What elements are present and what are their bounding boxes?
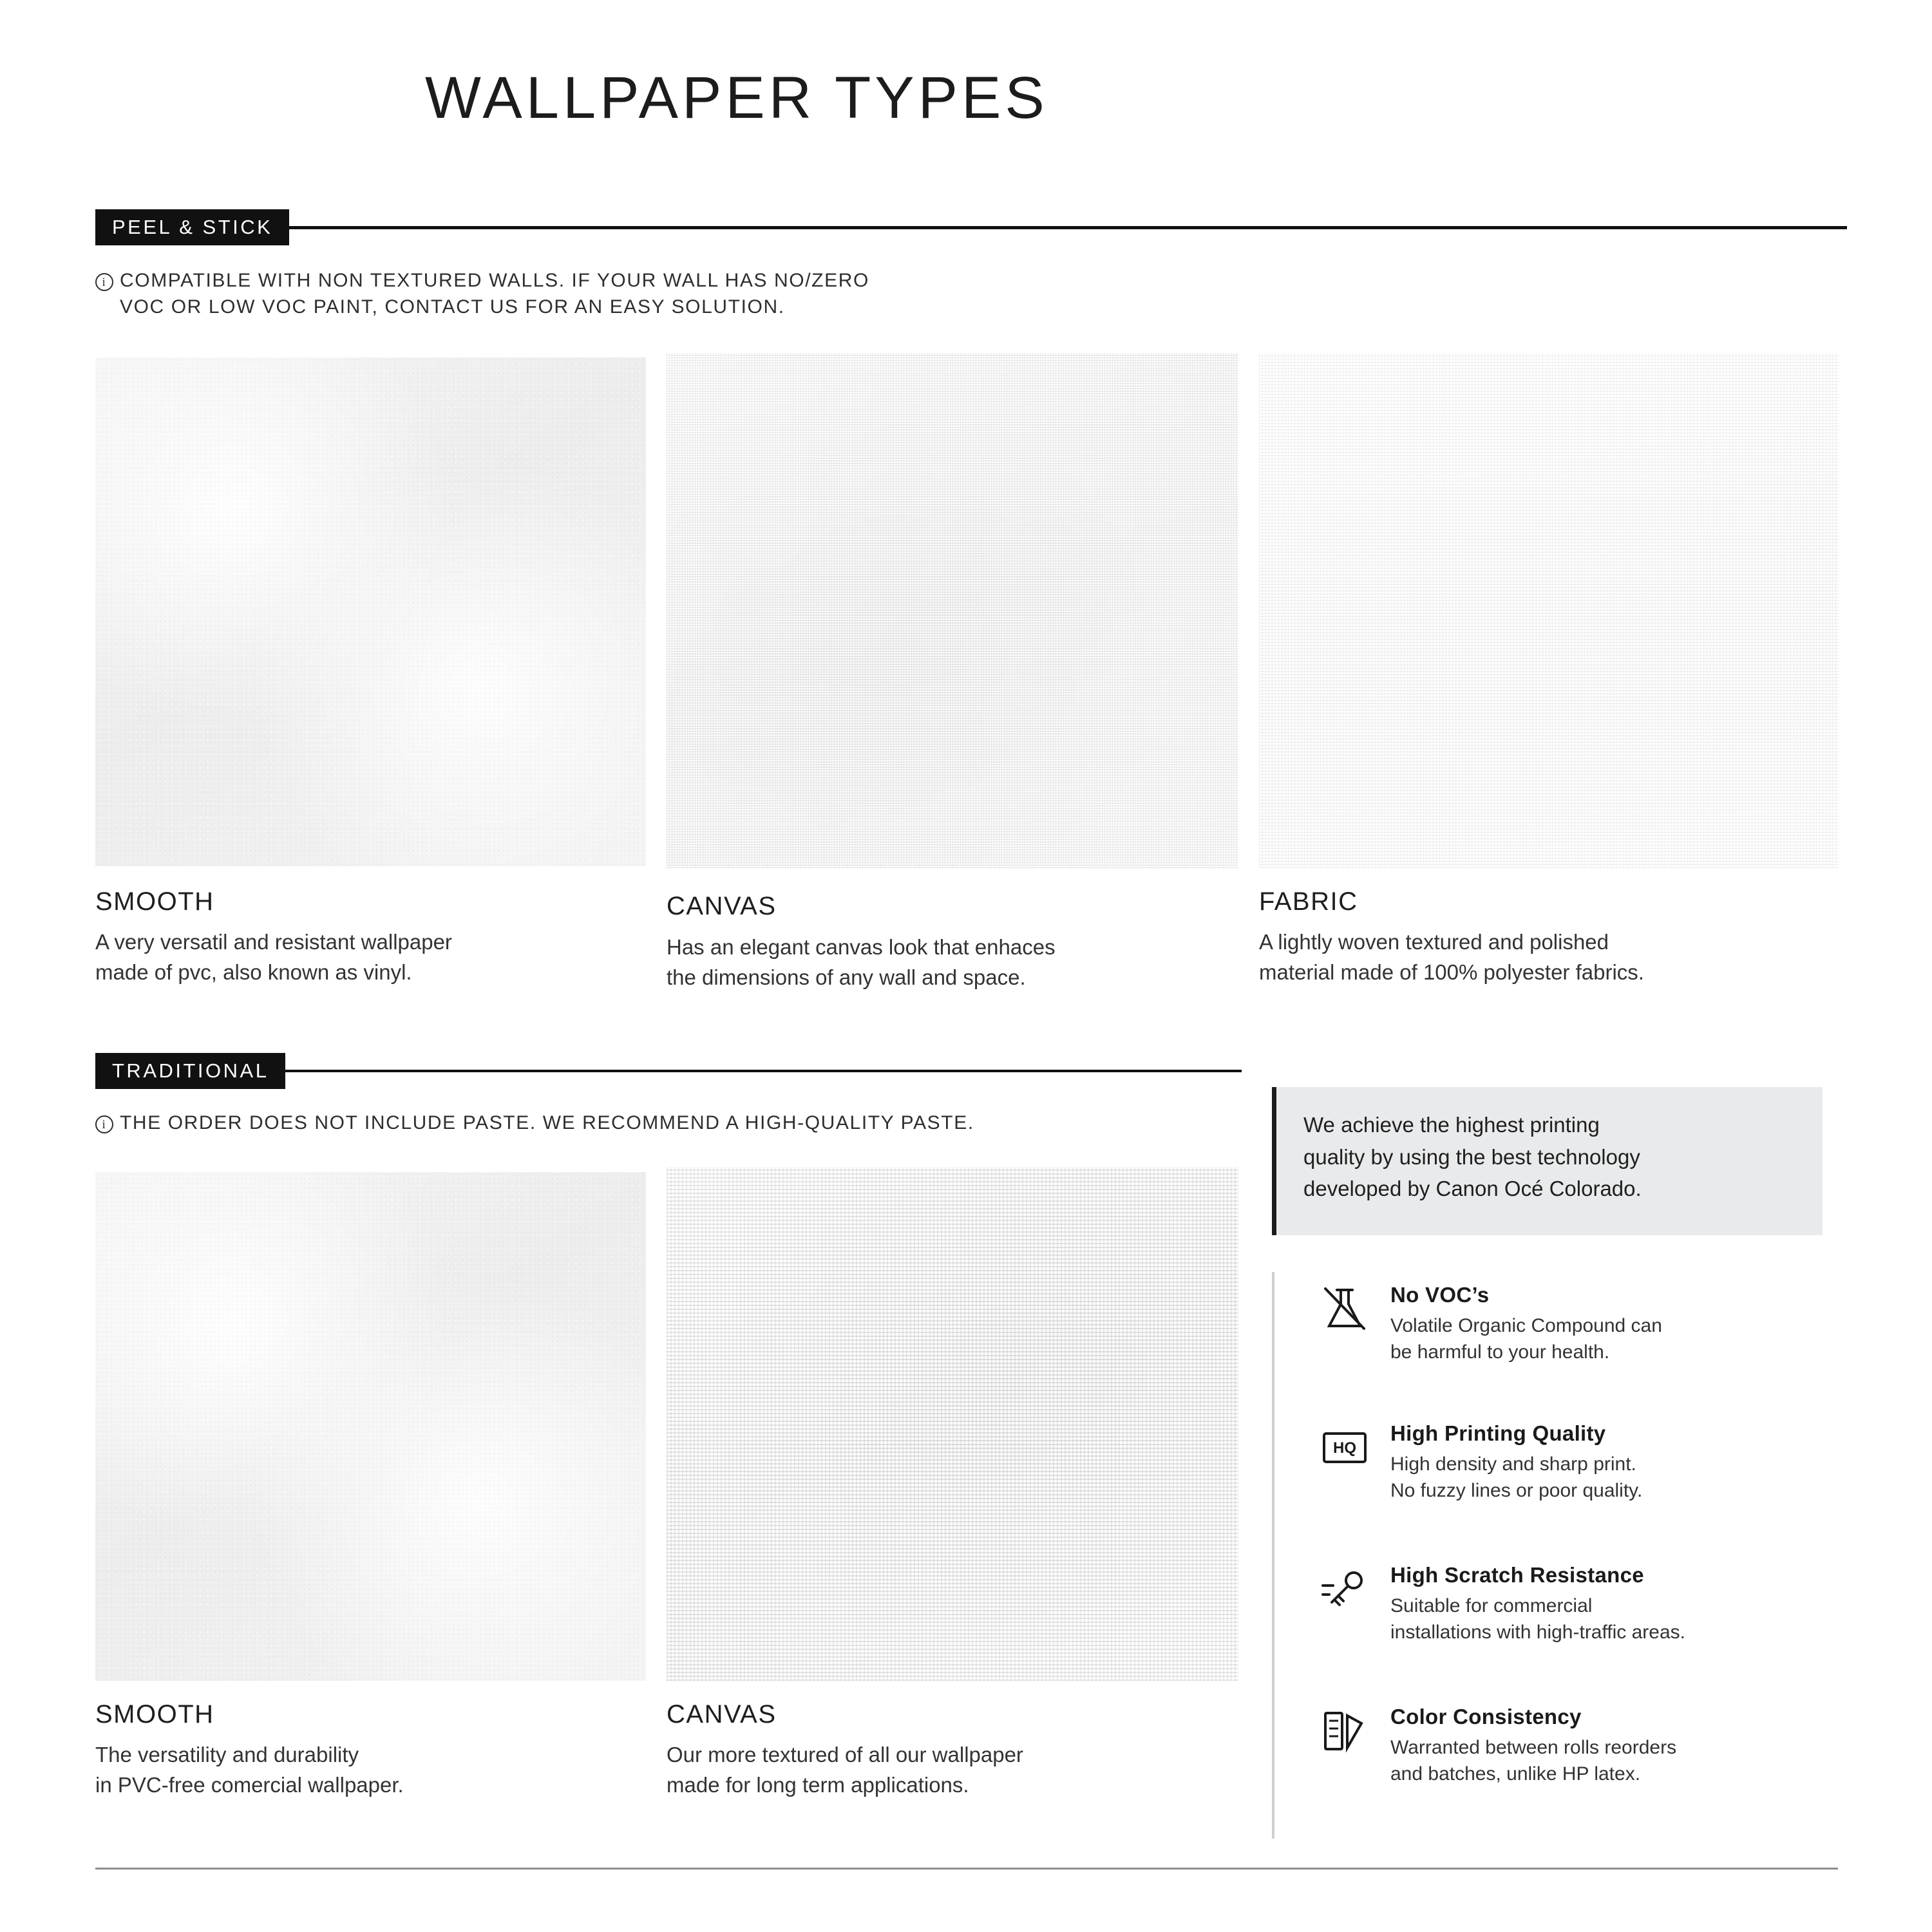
color-consistency-icon — [1317, 1703, 1372, 1759]
feature-title: No VOC’s — [1390, 1283, 1490, 1307]
caption-desc-peel-smooth — [95, 927, 649, 988]
swatch-peel-stick-canvas[interactable] — [667, 353, 1238, 868]
feature-desc — [1390, 1312, 1662, 1365]
feature-desc — [1390, 1593, 1685, 1645]
quote-line2: quality by using the best technology — [1303, 1144, 1640, 1169]
feature-desc-line2: and batches, unlike HP latex. — [1390, 1763, 1641, 1785]
feature-desc-line1: Warranted between rolls reorders — [1390, 1737, 1677, 1758]
feature-desc — [1390, 1451, 1642, 1504]
printing-quality-quote — [1272, 1087, 1823, 1235]
scratch-resistance-icon — [1317, 1562, 1372, 1617]
caption-desc-line1: A lightly woven textured and polished — [1259, 930, 1609, 954]
feature-desc-line1: High density and sharp print. — [1390, 1454, 1636, 1475]
feature-scratch-resistance — [1317, 1562, 1832, 1645]
feature-list-rail — [1272, 1272, 1274, 1839]
swatch-peel-stick-smooth[interactable] — [95, 357, 646, 866]
feature-title: High Scratch Resistance — [1390, 1563, 1644, 1587]
note-peel-stick — [95, 267, 1126, 321]
caption-desc-line2: made for long term applications. — [667, 1772, 969, 1797]
feature-color-consistency — [1317, 1703, 1832, 1787]
feature-high-printing-quality — [1317, 1420, 1832, 1504]
caption-desc-peel-fabric — [1259, 927, 1839, 988]
section-header-peel-stick — [95, 209, 1847, 245]
note-peel-stick-line1: COMPATIBLE WITH NON TEXTURED WALLS. IF YOUR WALL HAS NO/ZERO — [120, 270, 869, 291]
hq-print-icon — [1317, 1420, 1372, 1475]
caption-desc-trad-canvas — [667, 1740, 1246, 1801]
caption-title-peel-canvas: CANVAS — [667, 892, 777, 920]
feature-desc-line2: No fuzzy lines or poor quality. — [1390, 1480, 1643, 1502]
feature-desc-line2: installations with high-traffic areas. — [1390, 1622, 1685, 1643]
quote-line3: developed by Canon Océ Colorado. — [1303, 1177, 1642, 1200]
swatch-traditional-canvas[interactable] — [667, 1167, 1238, 1681]
swatch-traditional-smooth[interactable] — [95, 1172, 646, 1681]
caption-desc-trad-smooth — [95, 1740, 649, 1801]
feature-no-voc — [1317, 1282, 1832, 1365]
note-peel-stick-line2: VOC OR LOW VOC PAINT, CONTACT US FOR AN EASY SOLUTION. — [120, 296, 785, 318]
feature-desc — [1390, 1734, 1676, 1787]
caption-title-trad-smooth: SMOOTH — [95, 1700, 214, 1728]
feature-title: High Printing Quality — [1390, 1421, 1606, 1445]
caption-desc-line2: made of pvc, also known as vinyl. — [95, 960, 412, 984]
caption-desc-line1: Has an elegant canvas look that enhaces — [667, 935, 1056, 959]
info-icon: i — [95, 273, 113, 291]
caption-desc-line1: Our more textured of all our wallpaper — [667, 1743, 1023, 1766]
caption-desc-peel-canvas — [667, 933, 1246, 993]
note-traditional-line1: THE ORDER DOES NOT INCLUDE PASTE. WE RECOMMEND A HIGH-QUALITY PASTE. — [120, 1112, 974, 1133]
caption-title-trad-canvas: CANVAS — [667, 1700, 777, 1728]
quote-line1: We achieve the highest printing — [1303, 1113, 1600, 1137]
caption-desc-line2: in PVC-free comercial wallpaper. — [95, 1772, 404, 1797]
footer-divider — [95, 1868, 1838, 1870]
page-title: WALLPAPER TYPES — [425, 65, 1048, 131]
section-header-traditional — [95, 1053, 1242, 1089]
caption-title-peel-smooth: SMOOTH — [95, 887, 214, 916]
feature-title: Color Consistency — [1390, 1705, 1582, 1728]
info-icon: i — [95, 1115, 113, 1133]
caption-desc-line1: The versatility and durability — [95, 1743, 359, 1766]
caption-desc-line2: material made of 100% polyester fabrics. — [1259, 960, 1644, 984]
feature-desc-line2: be harmful to your health. — [1390, 1341, 1610, 1363]
feature-desc-line1: Suitable for commercial — [1390, 1595, 1593, 1616]
caption-desc-line1: A very versatil and resistant wallpaper — [95, 930, 452, 954]
section-divider — [289, 226, 1847, 229]
caption-title-peel-fabric: FABRIC — [1259, 887, 1358, 916]
no-voc-icon — [1317, 1282, 1372, 1337]
feature-desc-line1: Volatile Organic Compound can — [1390, 1315, 1662, 1336]
section-tag-peel-stick: PEEL & STICK — [95, 209, 289, 245]
section-tag-traditional: TRADITIONAL — [95, 1053, 285, 1089]
section-divider — [285, 1070, 1242, 1072]
swatch-peel-stick-fabric[interactable] — [1259, 353, 1839, 868]
note-traditional — [95, 1110, 1229, 1136]
caption-desc-line2: the dimensions of any wall and space. — [667, 965, 1026, 989]
svg-text:HQ: HQ — [1333, 1439, 1356, 1457]
